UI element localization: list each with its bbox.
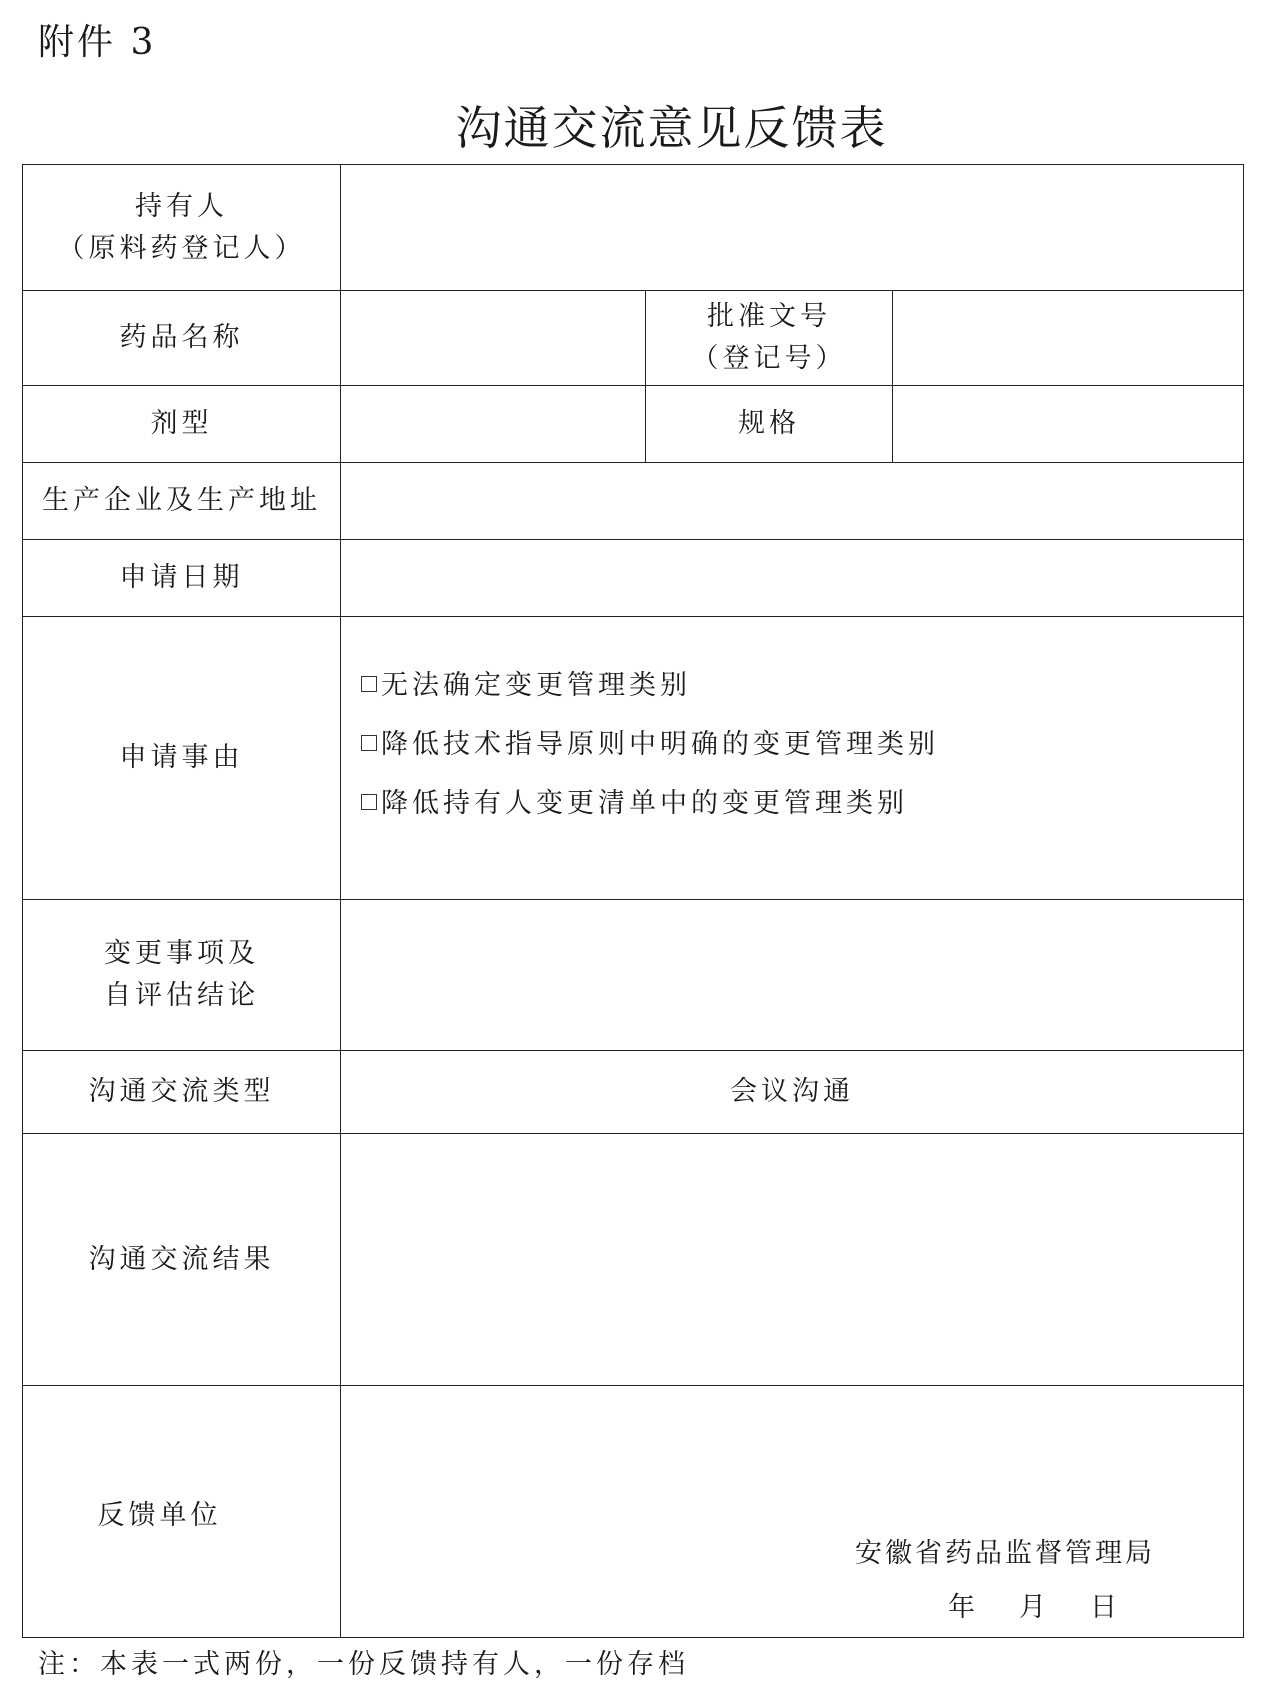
reason-options xyxy=(341,656,1243,833)
specification-field[interactable] xyxy=(893,386,1244,463)
application-reason-field xyxy=(341,617,1244,900)
footnote: 注：本表一式两份，一份反馈持有人，一份存档 xyxy=(38,1649,689,1680)
row-communication-result xyxy=(23,1134,1244,1386)
reason-option-label: 降低持有人变更清单中的变更管理类别 xyxy=(381,787,908,819)
year-label: 年 xyxy=(948,1592,980,1623)
application-reason-label: 申请事由 xyxy=(23,617,341,900)
specification-label: 规格 xyxy=(646,386,893,463)
row-holder xyxy=(23,165,1244,291)
form-title: 沟通交流意见反馈表 xyxy=(455,101,888,155)
change-items-field[interactable] xyxy=(341,900,1244,1051)
row-application-reason xyxy=(23,617,1244,900)
row-manufacturer xyxy=(23,463,1244,540)
change-items-label-cell xyxy=(23,900,341,1051)
checkbox-icon[interactable] xyxy=(361,794,377,810)
checkbox-icon[interactable] xyxy=(361,676,377,692)
approval-no-label-cell xyxy=(646,291,893,386)
communication-result-field[interactable] xyxy=(341,1134,1244,1386)
communication-type-label: 沟通交流类型 xyxy=(23,1051,341,1134)
feedback-unit-field xyxy=(341,1386,1244,1638)
approval-no-label: 批准文号 xyxy=(707,301,831,332)
holder-label: 持有人 xyxy=(135,190,228,222)
attachment-label: 附件 3 xyxy=(38,22,157,63)
manufacturer-label: 生产企业及生产地址 xyxy=(23,463,341,540)
row-application-date xyxy=(23,540,1244,617)
change-items-sublabel: 自评估结论 xyxy=(104,980,259,1011)
holder-sublabel: （原料药登记人） xyxy=(57,232,306,264)
drug-name-field[interactable] xyxy=(341,291,646,386)
communication-result-label: 沟通交流结果 xyxy=(23,1134,341,1386)
application-date-label: 申请日期 xyxy=(23,540,341,617)
reason-option-label: 降低技术指导原则中明确的变更管理类别 xyxy=(381,728,939,760)
month-label: 月 xyxy=(1019,1592,1051,1623)
row-communication-type xyxy=(23,1051,1244,1134)
dosage-form-field[interactable] xyxy=(341,386,646,463)
reason-option-label: 无法确定变更管理类别 xyxy=(381,669,691,701)
signature-date xyxy=(948,1587,1121,1629)
row-change-items xyxy=(23,900,1244,1051)
feedback-unit-label-cell xyxy=(23,1386,341,1638)
application-date-field[interactable] xyxy=(341,540,1244,617)
row-dosage-form xyxy=(23,386,1244,463)
reason-option-2[interactable] xyxy=(361,715,1243,774)
feedback-unit-label: 反馈单位 xyxy=(97,1499,222,1531)
dosage-form-label: 剂型 xyxy=(23,386,341,463)
holder-field[interactable] xyxy=(341,165,1244,291)
authority-name: 安徽省药品监督管理局 xyxy=(855,1538,1156,1569)
communication-type-value: 会议沟通 xyxy=(341,1051,1244,1134)
reason-option-3[interactable] xyxy=(361,774,1243,833)
reason-option-1[interactable] xyxy=(361,656,1243,715)
day-label: 日 xyxy=(1090,1592,1122,1623)
holder-label-cell xyxy=(23,165,341,291)
drug-name-label: 药品名称 xyxy=(23,291,341,386)
row-drug-name xyxy=(23,291,1244,386)
approval-no-field[interactable] xyxy=(893,291,1244,386)
change-items-label: 变更事项及 xyxy=(104,938,259,969)
approval-no-sublabel: （登记号） xyxy=(691,343,847,374)
row-feedback-unit xyxy=(23,1386,1244,1638)
feedback-form-table xyxy=(22,164,1244,1638)
manufacturer-field[interactable] xyxy=(341,463,1244,540)
checkbox-icon[interactable] xyxy=(361,735,377,751)
